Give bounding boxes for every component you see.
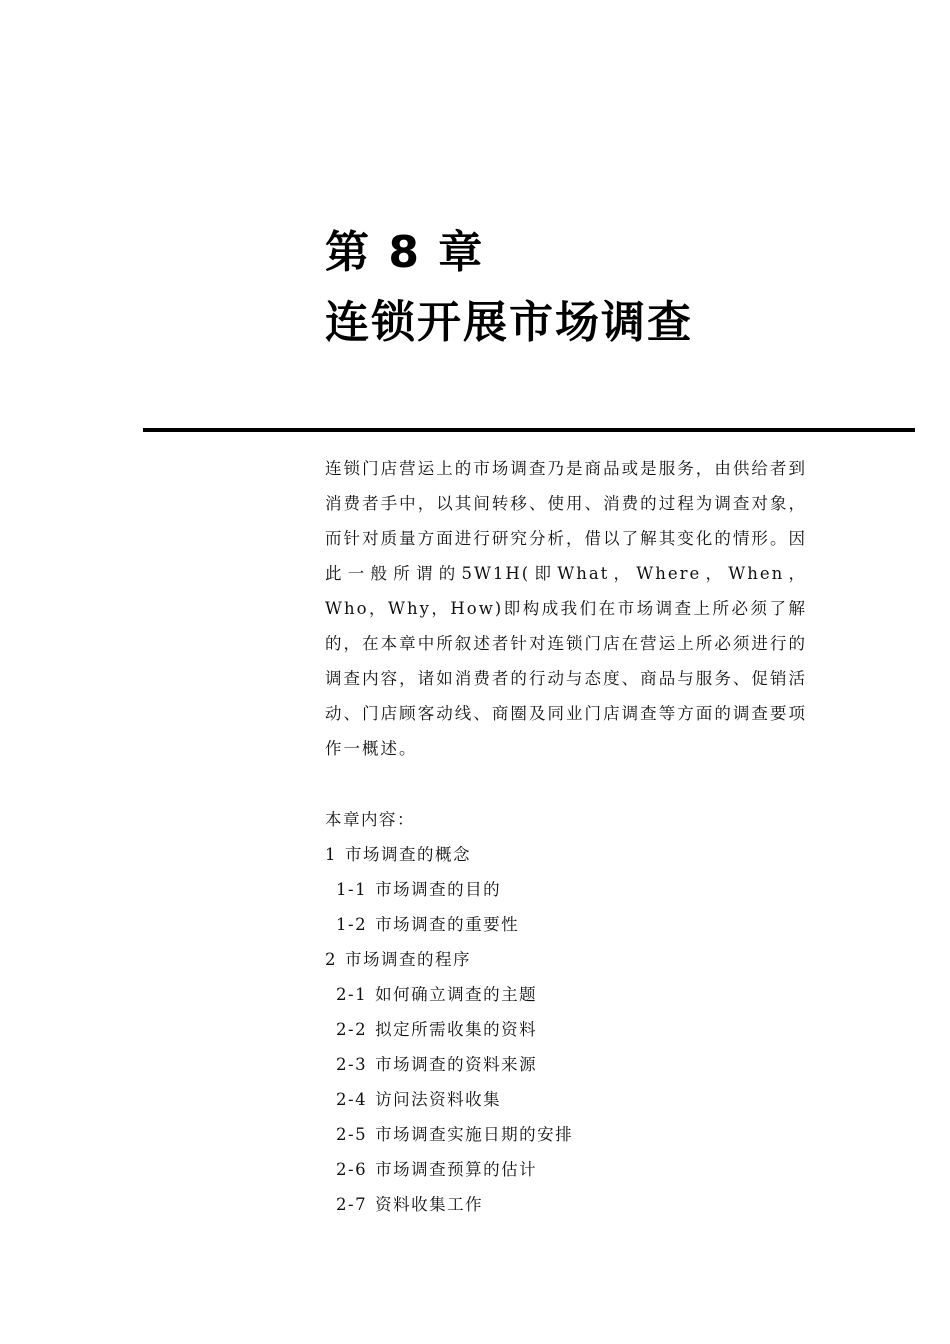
contents-item-text: 资料收集工作: [375, 1195, 484, 1214]
contents-item-text: 市场调查的重要性: [375, 915, 520, 934]
contents-item: [325, 1047, 573, 1082]
chapter-title: [325, 218, 693, 358]
contents-item-number: 2-7: [336, 1195, 368, 1214]
contents-item-text: 市场调查的资料来源: [375, 1055, 538, 1074]
contents-item: [325, 942, 573, 977]
intro-paragraph: 连锁门店营运上的市场调查乃是商品或是服务，由供给者到消费者手中，以其间转移、使用、消费的过程为调查对象，而针对质量方面进行研究分析，借以了解其变化的情形。因此一般所谓的5W1H(即What，Where，When，Who，Why，How)即构成我们在市场调查上所必须了解的，在本章中所叙述者针对连锁门店在营运上所必须进行的调查内容，诸如消费者的行动与态度、商品与服务、促销活动、门店顾客动线、商圈及同业门店调查等方面的调查要项作一概述。: [325, 459, 807, 758]
contents-item: [325, 1152, 573, 1187]
contents-item: [325, 1082, 573, 1117]
contents-item-number: 2-2: [336, 1020, 368, 1039]
contents-item-number: 2-5: [336, 1125, 368, 1144]
contents-item-text: 访问法资料收集: [375, 1090, 502, 1109]
contents-item-text: 市场调查预算的估计: [375, 1160, 538, 1179]
divider-rule: [143, 428, 915, 432]
contents-item: [325, 1187, 573, 1222]
contents-item-number: 2-3: [336, 1055, 368, 1074]
contents-heading: 本章内容：: [325, 810, 415, 829]
contents-item-number: 2-6: [336, 1160, 368, 1179]
contents-item: [325, 1012, 573, 1047]
contents-item: [325, 837, 573, 872]
contents-item: [325, 872, 573, 907]
contents-item-text: 市场调查的程序: [345, 950, 471, 969]
chapter-contents: [325, 802, 573, 1222]
contents-item-number: 1: [325, 845, 337, 864]
contents-item-number: 2-4: [336, 1090, 368, 1109]
contents-item-number: 1-1: [336, 880, 368, 899]
contents-item: [325, 907, 573, 942]
contents-item-text: 市场调查的目的: [375, 880, 502, 899]
contents-item-text: 市场调查的概念: [345, 845, 471, 864]
contents-item-number: 2: [325, 950, 337, 969]
contents-item-text: 如何确立调查的主题: [375, 985, 538, 1004]
chapter-number: 第 8 章: [325, 227, 485, 278]
contents-item-number: 2-1: [336, 985, 368, 1004]
chapter-name: 连锁开展市场调查: [325, 297, 693, 348]
contents-item-text: 市场调查实施日期的安排: [375, 1125, 574, 1144]
contents-item-number: 1-2: [336, 915, 368, 934]
contents-item: [325, 977, 573, 1012]
contents-item: [325, 1117, 573, 1152]
contents-item-text: 拟定所需收集的资料: [375, 1020, 538, 1039]
